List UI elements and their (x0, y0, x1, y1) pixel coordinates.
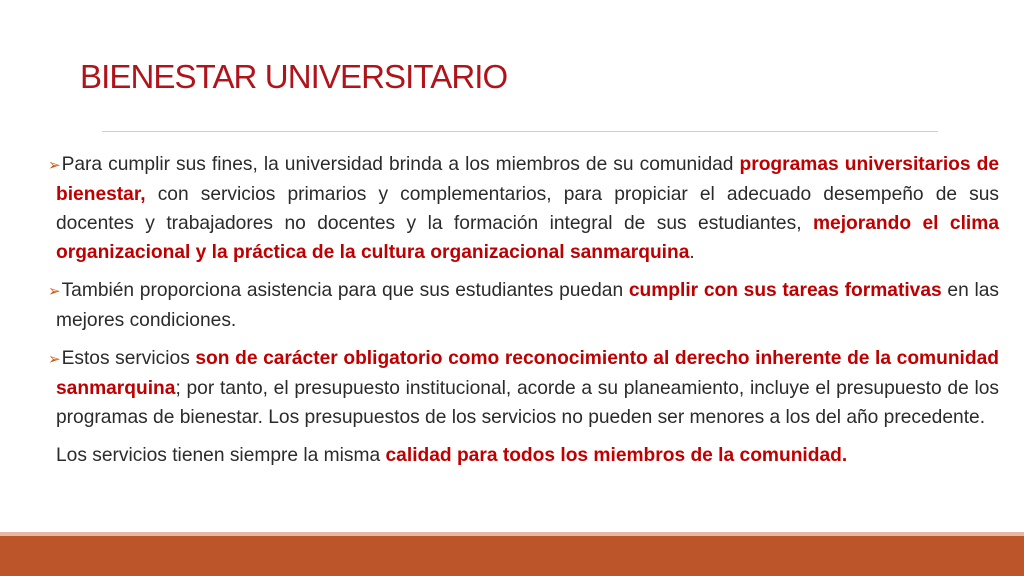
text-segment: Para cumplir sus fines, la universidad brinda a los miembros de su comunidad (61, 154, 740, 175)
text-segment: Estos servicios (61, 348, 196, 369)
arrow-bullet-icon: ➢ (48, 157, 61, 174)
text-segment: en las mejores condiciones. (56, 280, 999, 331)
slide-title: BIENESTAR UNIVERSITARIO (80, 58, 508, 95)
highlighted-text: cumplir con sus tareas formativas (628, 280, 942, 301)
text-segment: También proporciona asistencia para que sus estudiantes puedan (61, 280, 629, 301)
text-segment: con servicios primarios y complementarios, para propiciar el adecuado desempeño de sus docentes y trabajadores no docentes y la formación integral de sus estudiantes, (56, 184, 999, 234)
closing-paragraph (56, 441, 999, 470)
title-divider (102, 131, 938, 132)
footer-bar (0, 536, 1024, 576)
highlighted-text: son de carácter obligatorio como reconocimiento al derecho inherente de la comunidad sanmarquina (56, 348, 999, 399)
bullet-paragraph-1 (48, 150, 999, 267)
slide-body (48, 150, 999, 470)
text-segment: Los servicios tienen siempre la misma (56, 445, 386, 466)
highlighted-text: calidad para todos los miembros de la comunidad. (385, 445, 848, 466)
bullet-paragraph-2 (48, 276, 999, 335)
arrow-bullet-icon: ➢ (48, 351, 61, 368)
arrow-bullet-icon: ➢ (48, 283, 61, 300)
bullet-paragraph-3 (48, 344, 999, 432)
highlighted-text: programas universitarios de bienestar, (56, 154, 999, 205)
text-segment: ; por tanto, el presupuesto institucional, acorde a su planeamiento, incluye el presupuesto de los programas de bienestar. Los presupuestos de los servicios no pueden ser menores a los del año precedente. (56, 378, 999, 428)
text-segment: . (689, 242, 695, 263)
highlighted-text: mejorando el clima organizacional y la práctica de la cultura organizacional sanmarquina (56, 213, 999, 263)
